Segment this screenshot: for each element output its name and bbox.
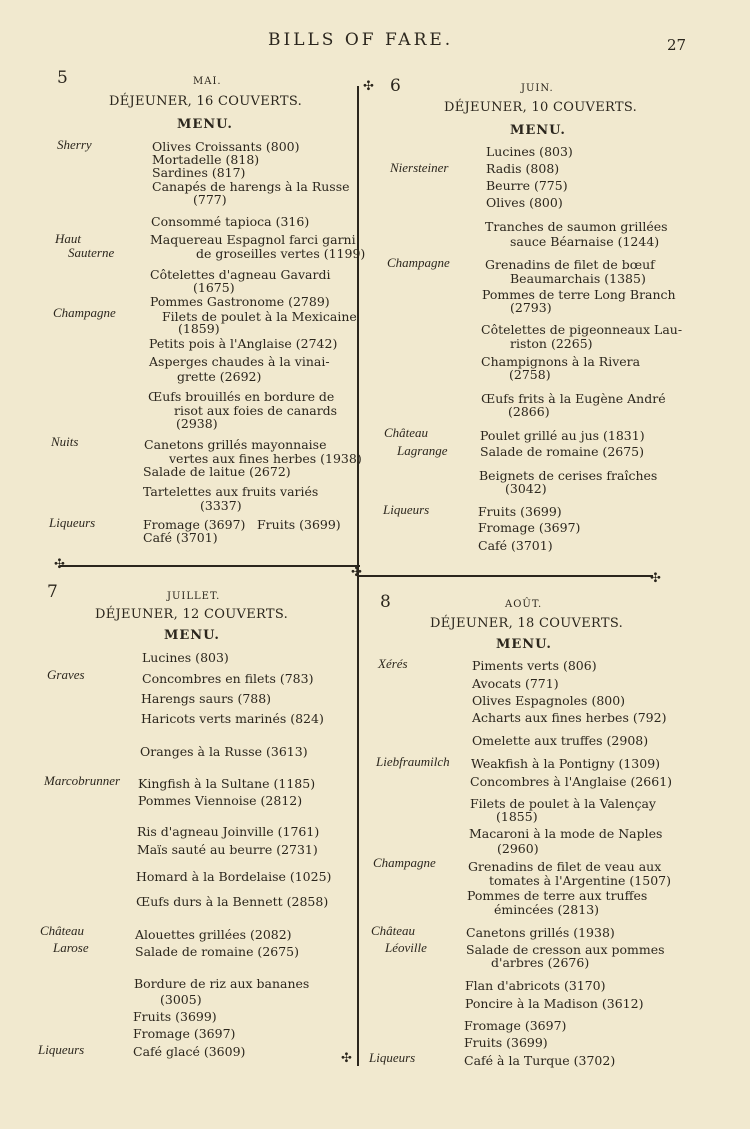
dish-line: Pommes Gastronome (2789) [150,294,330,309]
wine-label: Marcobrunner [44,773,121,788]
dish-line: Fromage (3697) [133,1026,236,1041]
dish-line: Lucines (803) [486,144,573,159]
dish-line: Côtelettes de pigeonneaux Lau- [481,322,683,337]
dish-line: Kingfish à la Sultane (1185) [138,776,316,791]
dish-line: Grenadins de filet de veau aux [468,859,662,874]
dish-line: (2866) [508,404,550,419]
dish-line: Salade de cresson aux pommes [466,942,665,957]
dish-line: Tranches de saumon grillées [485,219,668,234]
menu-number: 7 [47,582,58,602]
wine-label: Graves [47,667,85,682]
dish-line: Consommé tapioca (316) [151,214,310,229]
dish-line: Champignons à la Rivera [481,354,641,369]
dish-line: Café (3701) [478,538,553,553]
menu-month: AOÛT. [505,599,543,610]
dish-line: Pommes de terre aux truffes [467,888,648,903]
menu-heading: MENU. [510,123,566,138]
dish-line: (1675) [193,280,235,295]
dish-line: Canetons grillés (1938) [466,925,615,940]
dish-line: Poulet grillé au jus (1831) [480,428,645,443]
wine-label: Xérés [378,656,408,671]
dish-line: d'arbres (2676) [491,955,590,970]
dish-line: Mortadelle (818) [152,152,260,167]
dish-line: Bordure de riz aux bananes [134,976,310,991]
dish-line: de groseilles vertes (1199) [196,246,366,261]
wine-label: Liqueurs [49,515,96,530]
dish-line: Poncire à la Madison (3612) [465,996,644,1011]
dish-line: Café à la Turque (3702) [464,1053,616,1068]
menu-month: MAI. [193,76,222,87]
horizontal-divider-right [357,575,653,577]
dish-line: Salade de romaine (2675) [135,944,300,959]
dish-line: Fruits (3699) [464,1035,548,1050]
dish-line: émincées (2813) [494,902,600,917]
dish-line: Piments verts (806) [472,658,597,673]
dish-line: Radis (808) [486,161,560,176]
cross-ornament-icon: ✣ [351,565,362,580]
dish-line: Tartelettes aux fruits variés [143,484,319,499]
dish-line: Maïs sauté au beurre (2731) [137,842,318,857]
dish-line: Grenadins de filet de bœuf [485,257,655,272]
wine-label: Liqueurs [369,1050,416,1065]
dish-line: tomates à l'Argentine (1507) [489,873,671,888]
dish-line: Pommes Viennoise (2812) [138,793,303,808]
wine-label: Château [40,923,85,938]
wine-label: Château [371,923,416,938]
dish-line: Homard à la Bordelaise (1025) [136,869,332,884]
dish-line: Maquereau Espagnol farci garni [150,232,356,247]
page-header: BILLS OF FARE. [268,30,454,50]
dish-line: Avocats (771) [472,676,559,691]
menu-heading: MENU. [496,637,552,652]
menu-title: DÉJEUNER, 18 COUVERTS. [430,616,624,631]
dish-line: Filets de poulet à la Mexicaine [162,309,357,324]
dish-line: Café glacé (3609) [133,1044,246,1059]
wine-label: Château [384,425,429,440]
wine-label: Sauterne [68,245,115,260]
dish-line: Fruits (3699) [257,517,341,532]
dish-line: Beurre (775) [486,178,568,193]
dish-line: grette (2692) [177,369,262,384]
dish-line: Beaumarchais (1385) [510,271,646,286]
cross-ornament-icon: ✣ [54,557,65,572]
wine-label: Champagne [53,305,116,320]
dish-line: Fruits (3699) [478,504,562,519]
dish-line: Beignets de cerises fraîches [479,468,658,483]
dish-line: Concombres en filets (783) [142,671,314,686]
wine-label: Champagne [387,255,450,270]
dish-line: Alouettes grillées (2082) [135,927,292,942]
dish-line: Café (3701) [143,530,218,545]
menu-title: DÉJEUNER, 16 COUVERTS. [109,94,303,109]
page-number: 27 [667,36,687,54]
dish-line: (2758) [509,367,551,382]
menu-number: 5 [57,68,68,88]
dish-line: Omelette aux truffes (2908) [472,733,649,748]
dish-line: Œufs frits à la Eugène André [481,391,666,406]
wine-label: Haut [55,231,81,246]
wine-label: Champagne [373,855,436,870]
dish-line: risot aux foies de canards [174,403,338,418]
dish-line: (2960) [497,841,539,856]
dish-line: Oranges à la Russe (3613) [140,744,308,759]
dish-line: Salade de romaine (2675) [480,444,645,459]
dish-line: Pommes de terre Long Branch [482,287,676,302]
horizontal-divider-left [60,565,360,567]
dish-line: Weakfish à la Pontigny (1309) [471,756,661,771]
dish-line: (2938) [176,416,218,431]
dish-line: (777) [193,192,227,207]
dish-line: Côtelettes d'agneau Gavardi [150,267,331,282]
dish-line: (1855) [496,809,538,824]
dish-line: Salade de laitue (2672) [143,464,291,479]
dish-line: Fromage (3697) [478,520,581,535]
dish-line: (2793) [510,300,552,315]
dish-line: Fromage (3697) [464,1018,567,1033]
menu-month: JUIN. [521,83,554,94]
cross-ornament-icon: ✣ [363,79,374,94]
dish-line: (3005) [160,992,202,1007]
wine-label: Liqueurs [383,502,430,517]
dish-line: Œufs brouillés en bordure de [148,389,335,404]
menu-title: DÉJEUNER, 10 COUVERTS. [444,100,638,115]
dish-line: Asperges chaudes à la vinai- [149,354,330,369]
wine-label: Niersteiner [390,160,449,175]
menu-number: 8 [380,592,391,612]
wine-label: Liqueurs [38,1042,85,1057]
dish-line: Sardines (817) [152,165,246,180]
dish-line: Olives Croissants (800) [152,139,300,154]
dish-line: (3337) [200,498,242,513]
dish-line: Concombres à l'Anglaise (2661) [470,774,673,789]
dish-line: Olives (800) [486,195,563,210]
dish-line: Fromage (3697) [143,517,246,532]
wine-label: Sherry [57,137,92,152]
dish-line: Acharts aux fines herbes (792) [472,710,667,725]
dish-line: Macaroni à la mode de Naples [469,826,663,841]
dish-line: Ris d'agneau Joinville (1761) [137,824,320,839]
dish-line: Filets de poulet à la Valençay [470,796,656,811]
dish-line: Olives Espagnoles (800) [472,693,626,708]
cross-ornament-icon: ✣ [341,1051,352,1066]
menu-month: JUILLET. [167,591,221,602]
dish-line: (3042) [505,481,547,496]
dish-line: Haricots verts marinés (824) [141,711,324,726]
wine-label: Liebfraumilch [376,754,450,769]
dish-line: Canetons grillés mayonnaise [144,437,327,452]
dish-line: Canapés de harengs à la Russe [152,179,350,194]
dish-line: (1859) [178,321,220,336]
wine-label: Nuits [51,434,79,449]
menu-heading: MENU. [177,117,233,132]
menu-title: DÉJEUNER, 12 COUVERTS. [95,607,289,622]
menu-number: 6 [390,76,401,96]
cross-ornament-icon: ✣ [650,571,661,586]
dish-line: sauce Béarnaise (1244) [510,234,660,249]
dish-line: Flan d'abricots (3170) [465,978,606,993]
wine-label: Lagrange [397,443,448,458]
dish-line: Harengs saurs (788) [141,691,272,706]
wine-label: Larose [53,940,89,955]
wine-label: Léoville [385,940,427,955]
dish-line: Lucines (803) [142,650,229,665]
dish-line: Œufs durs à la Bennett (2858) [136,894,329,909]
dish-line: Petits pois à l'Anglaise (2742) [149,336,338,351]
dish-line: Fruits (3699) [133,1009,217,1024]
dish-line: riston (2265) [510,336,593,351]
dish-line: vertes aux fines herbes (1938) [169,451,362,466]
menu-heading: MENU. [164,628,220,643]
